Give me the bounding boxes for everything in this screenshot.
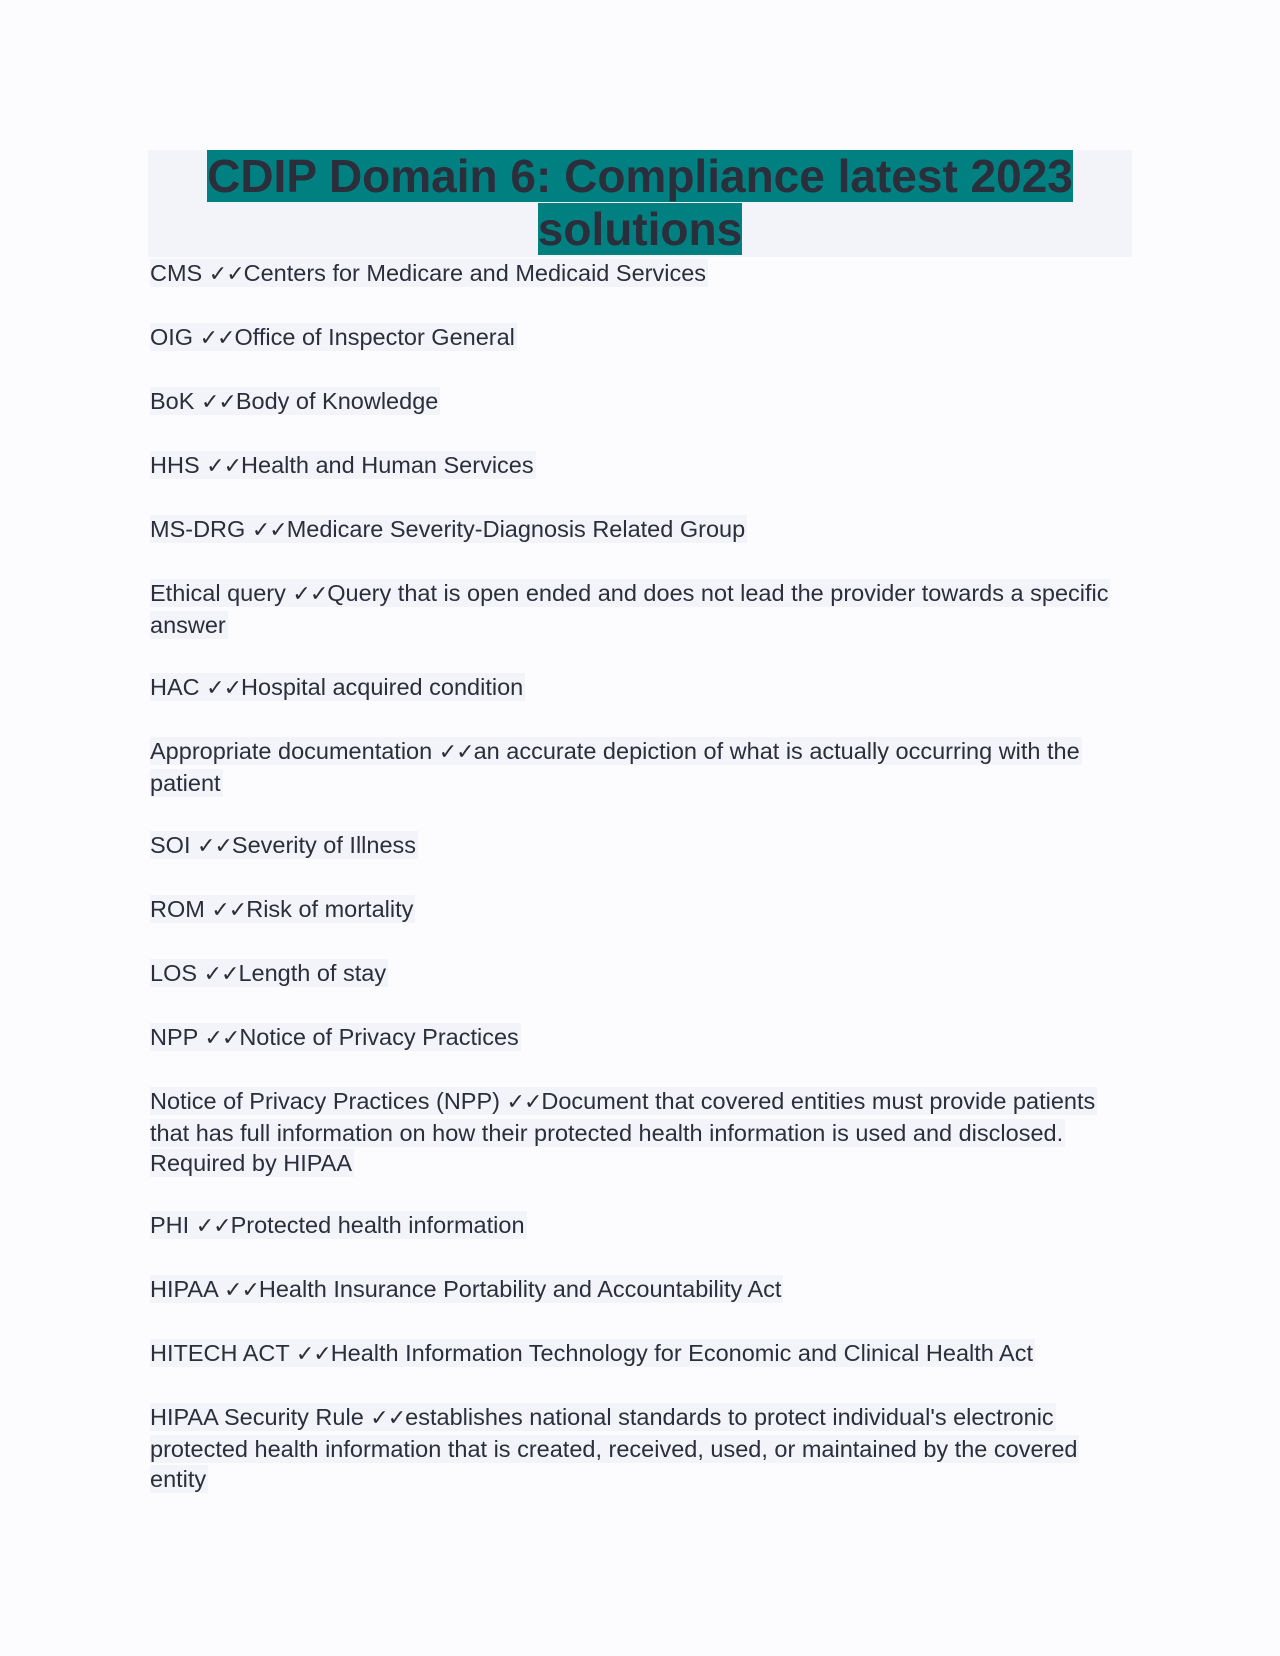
entry-definition: Body of Knowledge xyxy=(235,388,439,414)
double-check-icon: ✓✓ xyxy=(203,962,239,987)
double-check-icon: ✓✓ xyxy=(206,676,242,701)
flashcard-entry xyxy=(150,1022,1140,1054)
entry-term: CMS xyxy=(150,260,203,286)
entry-term: HAC xyxy=(150,674,200,700)
double-check-icon: ✓✓ xyxy=(197,834,232,859)
double-check-icon: ✓✓ xyxy=(506,1090,542,1115)
entry-definition: an accurate depiction of what is actually occurring with the patient xyxy=(150,738,1080,796)
double-check-icon: ✓✓ xyxy=(224,1278,259,1303)
entry-term: BoK xyxy=(150,388,195,414)
flashcard-entry xyxy=(150,736,1140,798)
entry-definition: Centers for Medicare and Medicaid Services xyxy=(243,260,707,286)
flashcard-list xyxy=(150,258,1140,1526)
entry-term: PHI xyxy=(150,1212,190,1238)
double-check-icon: ✓✓ xyxy=(199,326,235,351)
flashcard-entry xyxy=(150,672,1140,704)
entry-term: ROM xyxy=(150,896,205,922)
flashcard-entry xyxy=(150,830,1140,862)
flashcard-entry xyxy=(150,1274,1140,1306)
title-block xyxy=(148,150,1132,257)
double-check-icon: ✓✓ xyxy=(370,1406,406,1431)
entry-term: HIPAA Security Rule xyxy=(150,1404,364,1430)
entry-term: Appropriate documentation xyxy=(150,738,433,764)
double-check-icon: ✓✓ xyxy=(251,518,287,543)
entry-definition: Protected health information xyxy=(230,1212,525,1238)
entry-term: OIG xyxy=(150,324,194,350)
flashcard-entry xyxy=(150,578,1140,640)
entry-term: SOI xyxy=(150,832,191,858)
entry-definition: Health Insurance Portability and Accountability Act xyxy=(258,1276,782,1302)
double-check-icon: ✓✓ xyxy=(211,898,247,923)
double-check-icon: ✓✓ xyxy=(295,1342,331,1367)
flashcard-entry xyxy=(150,258,1140,290)
entry-term: Notice of Privacy Practices (NPP) xyxy=(150,1088,500,1114)
entry-definition: Medicare Severity-Diagnosis Related Group xyxy=(286,516,746,542)
flashcard-entry xyxy=(150,958,1140,990)
entry-term: HIPAA xyxy=(150,1276,218,1302)
entry-definition: Hospital acquired condition xyxy=(241,674,524,700)
entry-definition: Health and Human Services xyxy=(241,452,534,478)
entry-definition: Query that is open ended and does not lead the provider towards a specific answer xyxy=(150,580,1109,638)
double-check-icon: ✓✓ xyxy=(204,1026,240,1051)
entry-term: Ethical query xyxy=(150,580,286,606)
flashcard-entry xyxy=(150,514,1140,546)
flashcard-entry xyxy=(150,322,1140,354)
double-check-icon: ✓✓ xyxy=(208,262,244,287)
flashcard-entry xyxy=(150,1338,1140,1370)
flashcard-entry xyxy=(150,386,1140,418)
entry-definition: Length of stay xyxy=(238,960,387,986)
entry-definition: Document that covered entities must provide patients that has full information on how their protected health information is used and disclosed. Required by HIPAA xyxy=(150,1088,1096,1176)
entry-definition: establishes national standards to protect individual's electronic protected health information that is created, received, used, or maintained by the covered entity xyxy=(150,1404,1078,1492)
double-check-icon: ✓✓ xyxy=(292,582,328,607)
entry-term: HITECH ACT xyxy=(150,1340,290,1366)
page-title-line-1: CDIP Domain 6: Compliance latest 2023 xyxy=(207,150,1073,202)
entry-definition: Severity of Illness xyxy=(231,832,417,858)
entry-definition: Health Information Technology for Economic and Clinical Health Act xyxy=(330,1340,1034,1366)
entry-definition: Risk of mortality xyxy=(246,896,414,922)
entry-term: NPP xyxy=(150,1024,198,1050)
entry-definition: Notice of Privacy Practices xyxy=(239,1024,519,1050)
flashcard-entry xyxy=(150,894,1140,926)
entry-term: HHS xyxy=(150,452,200,478)
entry-term: MS-DRG xyxy=(150,516,246,542)
double-check-icon: ✓✓ xyxy=(206,454,242,479)
double-check-icon: ✓✓ xyxy=(438,740,474,765)
entry-term: LOS xyxy=(150,960,198,986)
flashcard-entry xyxy=(150,1402,1140,1494)
double-check-icon: ✓✓ xyxy=(195,1214,231,1239)
entry-definition: Office of Inspector General xyxy=(234,324,515,350)
flashcard-entry xyxy=(150,1086,1140,1178)
page-title-line-2: solutions xyxy=(537,203,743,255)
double-check-icon: ✓✓ xyxy=(200,390,236,415)
flashcard-entry xyxy=(150,1210,1140,1242)
flashcard-entry xyxy=(150,450,1140,482)
